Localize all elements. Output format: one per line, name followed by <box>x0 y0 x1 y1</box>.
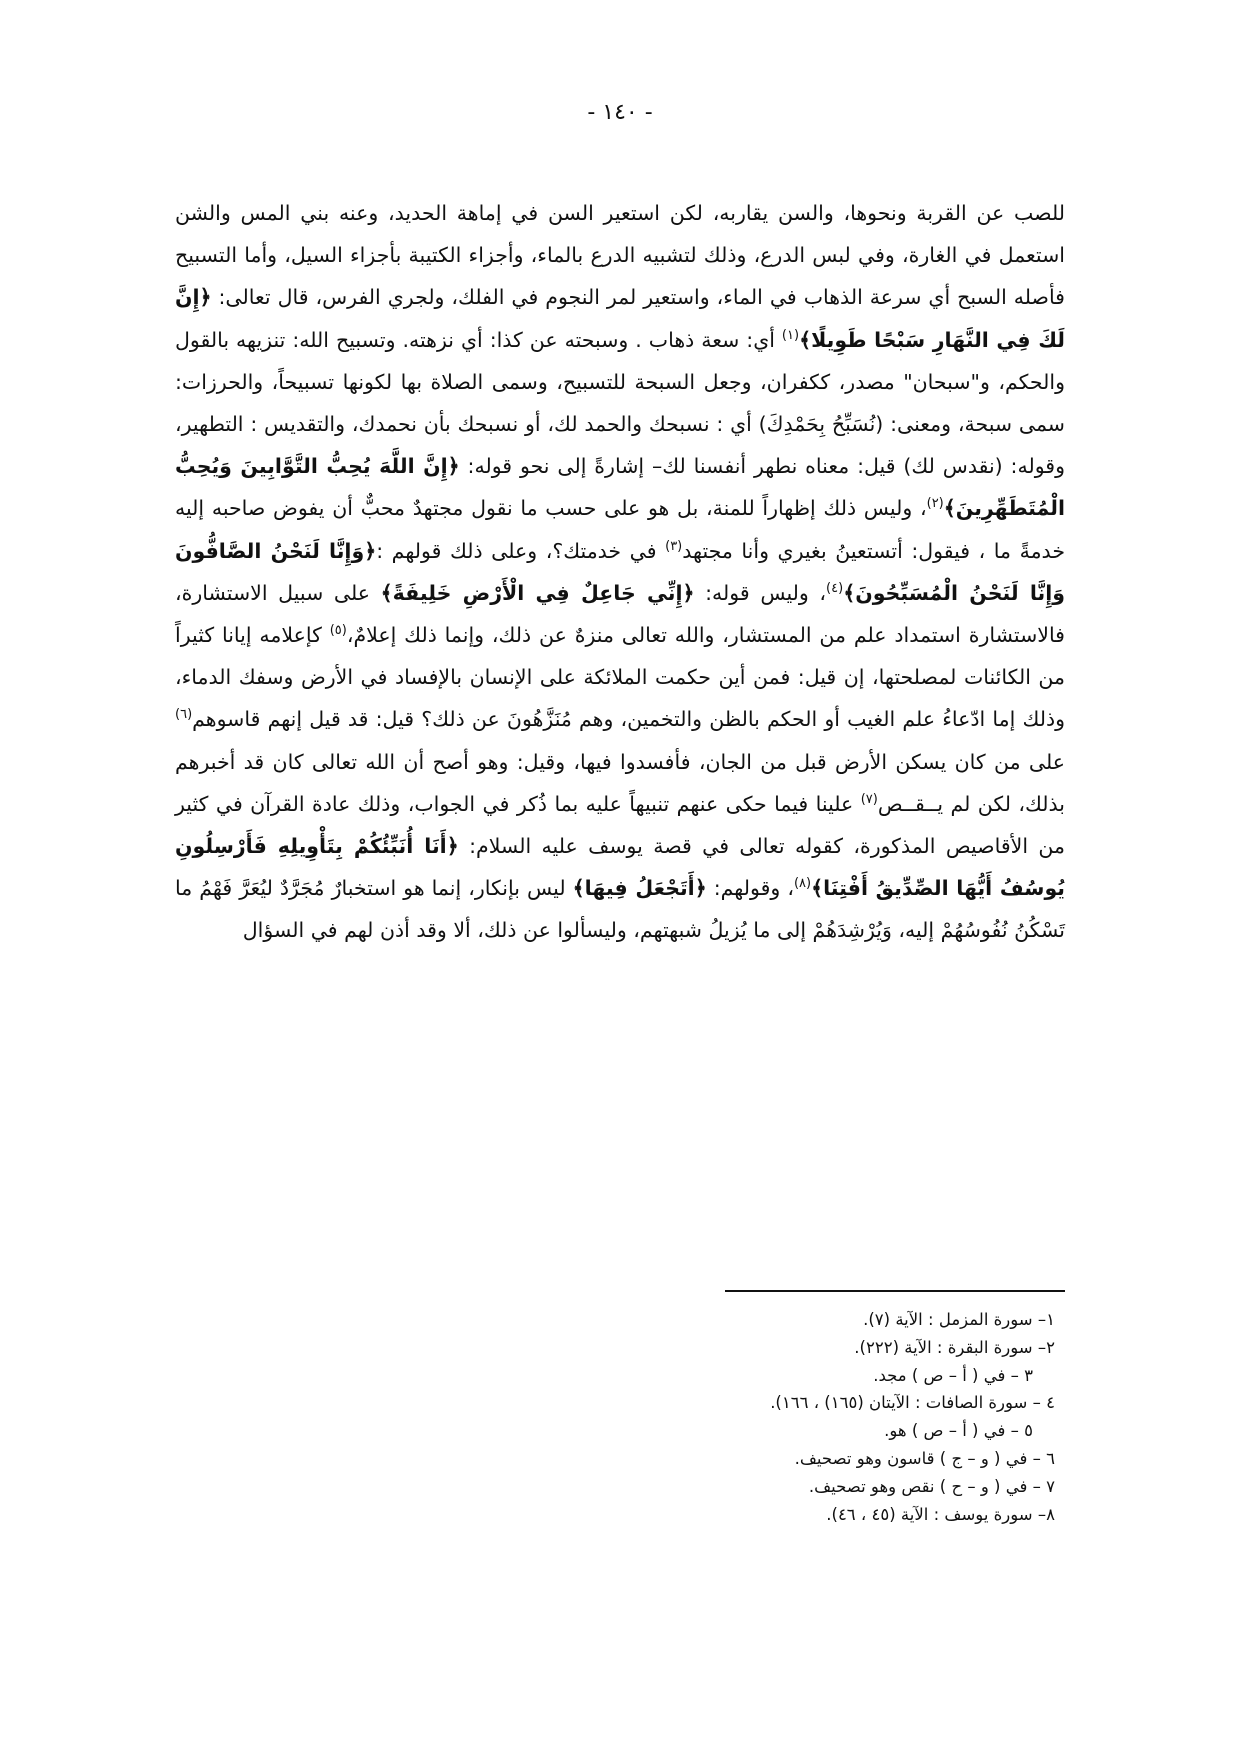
footnote-item: ٤ – سورة الصافات : الآيتان (١٦٥) ، ١٦٦). <box>770 1393 1055 1413</box>
footnote-ref: (٢) <box>926 496 944 512</box>
footnote-ref: (٧) <box>860 792 878 808</box>
footnote-ref: (٨) <box>793 876 812 892</box>
footnote-ref: (٤) <box>826 581 844 596</box>
body-paragraph <box>175 192 1065 952</box>
footnote-item: ١– سورة المزمل : الآية (٧). <box>863 1310 1055 1329</box>
footnote-divider <box>725 1290 1065 1292</box>
body-text-run: ، وليس ذلك إظهاراً للمنة، بل هو على حسب ما نقول مجتهدٌ محبٌّ أن يفوض صاحبه إليه خدمةً ما ، فيقول: أتستعينُ بغيري وأنا مجتهد <box>175 496 1065 563</box>
footnote-item: ٥ – في ( أ – ص ) هو. <box>884 1421 1033 1441</box>
footnote-ref: (٥) <box>329 623 347 639</box>
footnote-item: ٦ – في ( و – ج ) قاسون وهو تصحيف. <box>794 1448 1055 1468</box>
footnotes-list <box>355 1306 1055 1528</box>
body-text-run: كإعلامه إيانا كثيراً من الكائنات لمصلحتها، إن قيل: فمن أين حكمت الملائكة على الإنسان بالإفساد في الأرض وسفك الدماء، وذلك إما ادّعاءُ علم الغيب أو الحكم بالظن والتخمين، وهم مُنَزَّهُونَ عن ذلك؟ قيل: قد قيل إنهم قاسوهم <box>175 623 1065 732</box>
body-text-run: علينا فيما حكى عنهم تنبيهاً عليه بما ذُكر في الجواب، وذلك عادة القرآن في كثير من الأقاصيص المذكورة، كقوله تعالى في قصة يوسف عليه السلام: <box>175 791 1065 859</box>
body-text-run: ، وقولهم: <box>706 876 794 901</box>
main-text <box>175 192 1065 952</box>
footnote-ref: (٣) <box>665 538 683 554</box>
body-text-run: ، وليس قوله: <box>694 580 827 605</box>
quran-verse: ﴿إِنِّي جَاعِلٌ فِي الْأَرْضِ خَلِيفَةً﴾ <box>380 580 695 605</box>
quran-verse: ﴿إِنَّ اللَّهَ يُحِبُّ التَّوَّابِينَ وَيُحِبُّ الْمُتَطَهِّرِينَ﴾ <box>175 454 1065 521</box>
quran-verse: ﴿إِنَّ لَكَ فِي النَّهَارِ سَبْحًا طَوِيلًا﴾ <box>175 285 1065 352</box>
body-text-run: في خدمتك؟، وعلى ذلك قولهم : <box>376 538 666 563</box>
quran-verse: ﴿أَتَجْعَلُ فِيهَا﴾ <box>572 876 707 901</box>
footnote-item: ٨– سورة يوسف : الآية (٤٥ ، ٤٦). <box>826 1504 1055 1524</box>
body-text-run: على سبيل الاستشارة، فالاستشارة استمداد علم من المستشار، والله تعالى منزهٌ عن ذلك، وإنما ذلك إعلامٌ، <box>175 580 1065 648</box>
quran-verse: ﴿أَنَا أُنَبِّئُكُمْ بِتَأْوِيلِهِ فَأَرْسِلُونِ يُوسُفُ أَيُّهَا الصِّدِّيقُ أَفْتِنَا﴾ <box>175 834 1065 901</box>
body-text-run: أي: سعة ذهاب . وسبحته عن كذا: أي نزهته. وتسبيح الله: تنزيهه بالقول والحكم، و"سبحان" مصدر، ككفران، وجعل السبحة للتسبيح، وسمى الصلاة بها لكونها تسبيحاً، والحرزات: سمى سبحة، ومعنى: (نُسَبِّحُ بِحَمْدِكَ) أي : نسبحك والحمد لك، أو نسبحك بأن نحمدك، والتقديس : التطهير، وقوله: (نقدس لك) قيل: معناه نطهر أنفسنا لك– إشارةً إلى نحو قوله: <box>175 327 1065 479</box>
body-text-run: للصب عن القربة ونحوها، والسن يقاربه، لكن استعير السن في إماهة الحديد، وعنه بني المس والشن استعمل في الغارة، وفي لبس الدرع، وذلك لتشبيه الدرع بالماء، وأجزاء الكتيبة بأجزاء السيل، وأما التسبيح فأصله السبح أي سرعة الذهاب في الماء، واستعير لمر النجوم في الفلك، ولجري الفرس، قال تعالى: <box>175 201 1065 310</box>
body-text-run: ليس بإنكار، إنما هو استخبارٌ مُجَرَّدٌ ليُعَرَّ فَهْمُ ما تَسْكُنُ نُفُوسُهُمْ إليه، وَيُرْشِدَهُمْ إلى ما يُزيلُ شبهتهم، وليسألوا عن ذلك، ألا وقد أذن لهم في السؤال <box>175 876 1065 943</box>
footnote-item: ٢– سورة البقرة : الآية (٢٢٢). <box>854 1337 1055 1357</box>
quran-verse: ﴿وَإِنَّا لَنَحْنُ الصَّافُّونَ وَإِنَّا لَنَحْنُ الْمُسَبِّحُونَ﴾ <box>175 538 1065 605</box>
footnote-item: ٣ – في ( أ – ص ) مجد. <box>873 1365 1033 1385</box>
footnote-item: ٧ – في ( و – ح ) نقص وهو تصحيف. <box>808 1476 1055 1496</box>
page-number: - ١٤٠ - <box>587 100 653 125</box>
body-text-run: على من كان يسكن الأرض قبل من الجان، فأفسدوا فيها، وقيل: وهو أصح أن الله تعالى كان قد أخبرهم بذلك، لكن لم يــقــص <box>175 749 1065 816</box>
footnote-ref: (٦) <box>175 707 193 723</box>
footnote-ref: (١) <box>781 327 800 343</box>
